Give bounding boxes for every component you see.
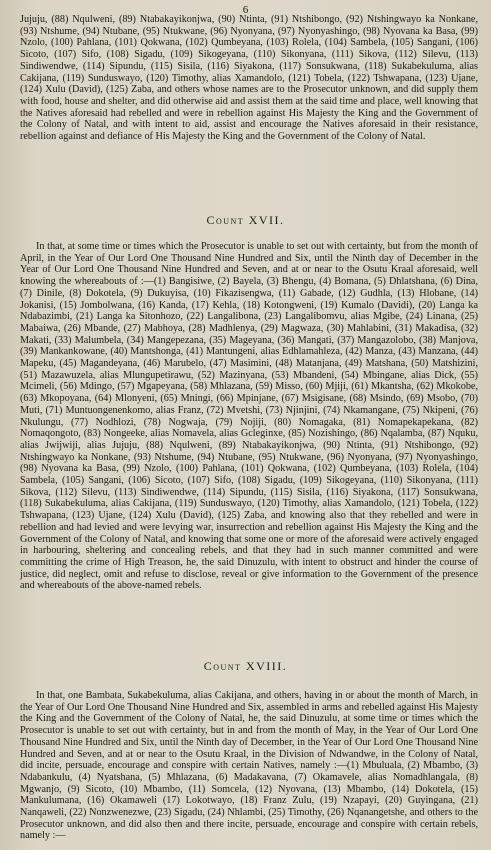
heading-count-xviii: Count XVIII. bbox=[203, 659, 288, 673]
paragraph-count-xviii: In that, one Bambata, Sukabekuluma, alias Cakijana, and others, having in or about the month of March, in the Year of Our Lord One Thousand Nine Hundred and Six, assembled in arms and rebelled against His Majesty the King and the Government of the Colony of Natal, he, the said Dinuzulu, at some time or times which the Prosecutor is unable to set out with certainty, but in and from the month of May, in the Year of Our Lord One Thousand Nine Hundred and Six, until the Ninth day of December, in the Year of Our Lord One Thousand Nine Hundred and Seven, and at or near to the Osutu Kraal, in the Division of Ndwandwe, in the Colony of Natal, did incite, persuade, encourage and conspire with certain Natives, namely :—(1) Mbuluala, (2) Mbambo, (3) Ndabankulu, (4) Nyatshana, (5) Mhlazana, (6) Madakavana, (7) Okamavele, alias Nomadhlangala, (8) Mgwanjo, (9) Sicoto, (10) Mbambo, (11) Somcela, (12) Nyovana, (13) Mbambo, (14) Dokotela, (15) Mankulumana, (16) Okamaweli (17) Lokotwayo, (18) Franz Zulu, (19) Nzapayi, (20) Guyingana, (21) Nanqaweli, (22) Nonzwenezwe, (23) Sigadu, (24) Nhlambi, (25) Timothy, (26) Nqanangetshe, and others to the Prosecutor unknown, and did also then and there incite, persuade, encourage and conspire with certain rebels, namely :— bbox=[20, 690, 478, 842]
paragraph-count-xvii: In that, at some time or times which the Prosecutor is unable to set out with certainty, but from the month of April, in the Year of Our Lord One Thousand Nine Hundred and Six, until the Ninth day of December in the Year of Our Lord One Thousand Nine Hundred and Seven, and at or near to the Osutu Kraal aforesaid, well knowing the whereabouts of :—(1) Bangisiwe, (2) Bayela, (3) Bhengu, (4) Bomana, (5) Dhlatshana, (6) Dina, (7) Dinile, (8) Dokotela, (9) Dukuyisa, (10) Fikazisengwa, (11) Gabade, (12) Gudhla, (13) Hlobane, (14) Jokanisi, (15) Jombolwana, (16) Kanda, (17) Kehla, (18) Kotongweni, (19) Kumalo (Davidi), (20) Langa ka Ndabazimbi, (21) Langa ka Sitonhozo, (22) Langalibona, (23) Langalibomvu, alias Mgibe, (24) Linana, (25) Mabaiwa, (26) Mbande, (27) Mabhoya, (28) Madhlenya, (29) Magwaza, (30) Mahlabini, (31) Makadisa, (32) Makati, (33) Malumbela, (34) Mangepezana, (35) Mageyana, (36) Mangati, (37) Mangazolobo, (38) Manjova, (39) Mankankowane, (40) Mantshonga, (41) Mantungeni, alias Edhlamahleza, (42) Manza, (43) Manzana, (44) Mapeku, (45) Magandeyana, (46) Marubelo, (47) Masimini, (48) Matanjana, (49) Matshana, (50) Matshizini, (51) Mazawuzela, alias Mlungupetirawu, (52) Mazinyana, (53) Mbandeni, (54) Mbingane, alias Dick, (55) Mcimeli, (56) Mdingo, (57) Mgapeyana, (58) Mhlazana, (59) Misso, (60) Mjiji, (61) Mkantsha, (62) Mkokobe, (63) Mkopoyana, (64) Mlonyeni, (65) Mningi, (66) Mpinjane, (67) Msigisane, (68) Msindo, (69) Msobo, (70) Muti, (71) Muntuongenenkomo, alias Franz, (72) Mvetshi, (73) Njinjini, (74) Nkamangane, (75) Nkipeni, (76) Nkulungu, (77) Nodhlozi, (78) Nogwaja, (79) Nojiji, (80) Nomagaka, (81) Nomapekapekana, (82) Nomaqongoto, (83) Nongeeke, alias Nomavela, alias Gcleginxe, (85) Nozishingo, (86) Nqalamba, (87) Nquku, alias Jwijwiji, alias Jujuju, (88) Nqulweni, (89) Ntabakayikonjwa, (90) Ntinta, (91) Ntshibongo, (92) Ntshingwayo ka Nonkane, (93) Ntshume, (94) Ntubane, (95) Ntukwane, (96) Nyonyana, (97) Nyonyashingo, (98) Nyovana ka Basa, (99) Nzolo, (100) Pahlana, (101) Qokwana, (102) Qumbeyana, (103) Rolela, (104) Sambela, (105) Sangani, (106) Sicoto, (107) Sifo, (108) Sigadu, (109) Sikogeyana, (110) Sikonyana, (111) Sikova, (112) Silevu, (113) Sindiwendwe, (114) Sipundu, (115) Sisila, (116) Siyakona, (117) Sonsukwana, (118) Sukabekuluma, alias Cakijana, (119) Sunduswayo, (120) Timothy, alias Xamandolo, (121) Tobela, (122) Tshwapana, (123) Ujane, (124) Xulu (David), (125) Zaba, and knowing also that they rebelled and were in rebellion and had levied and were levying war, insurrection and rebellion against His Majesty the King and the Government of the Colony of Natal, and knowing that some one or more of the aforesaid were actively engaged in harbouring, sheltering and concealing rebels, and that they had in such manner committed and were committing the crime of High Treason, he, the said Dinuzulu, with intent to obstruct and hinder the course of justice, did neglect, omit and refuse to disclose, reveal or give information to the Government of the presence and whereabouts of the above-named rebels. bbox=[20, 241, 478, 592]
page-number: 6 bbox=[242, 4, 249, 16]
heading-count-xvii: Count XVII. bbox=[206, 213, 285, 227]
paragraph-count-xvi-continued: Jujuju, (88) Nqulweni, (89) Ntabakayikonjwa, (90) Ntinta, (91) Ntshibongo, (92) Ntshingwayo ka Nonkane, (93) Ntshume, (94) Ntubane, (95) Ntukwane, (96) Nyonyana, (97) Nyonyashingo, (98) Nyovana ka Basa, (99) Nzolo, (100) Pahlana, (101) Qokwana, (102) Qumbeyana, (103) Rolela, (104) Sambela, (105) Sangani, (106) Sicoto, (107) Sifo, (108) Sigadu, (109) Sikogeyana, (110) Sikonyana, (111) Sikova, (112) Silevu, (113) Sindiwendwe, (114) Sipundu, (115) Sisila, (116) Siyakona, (117) Sonsukwana, (118) Sukabekuluma, alias Cakijana, (119) Sunduswayo, (120) Timothy, alias Xamandolo, (121) Tobela, (122) Tshwapana, (123) Ujane, (124) Xulu (David), (125) Zaba, and others whose names are to the Prosecutor unknown, and did supply them with food, house and shelter, and did otherwise aid and assist them at the said time and place, well knowing that the Natives aforesaid had rebelled and were in rebellion against His Majesty the King and the Government of the Colony of Natal, and with intent to aid, assist and encourage the Natives aforesaid in their resistance, rebellion against and defiance of His Majesty the King and the Government of the Colony of Natal. bbox=[20, 14, 478, 143]
